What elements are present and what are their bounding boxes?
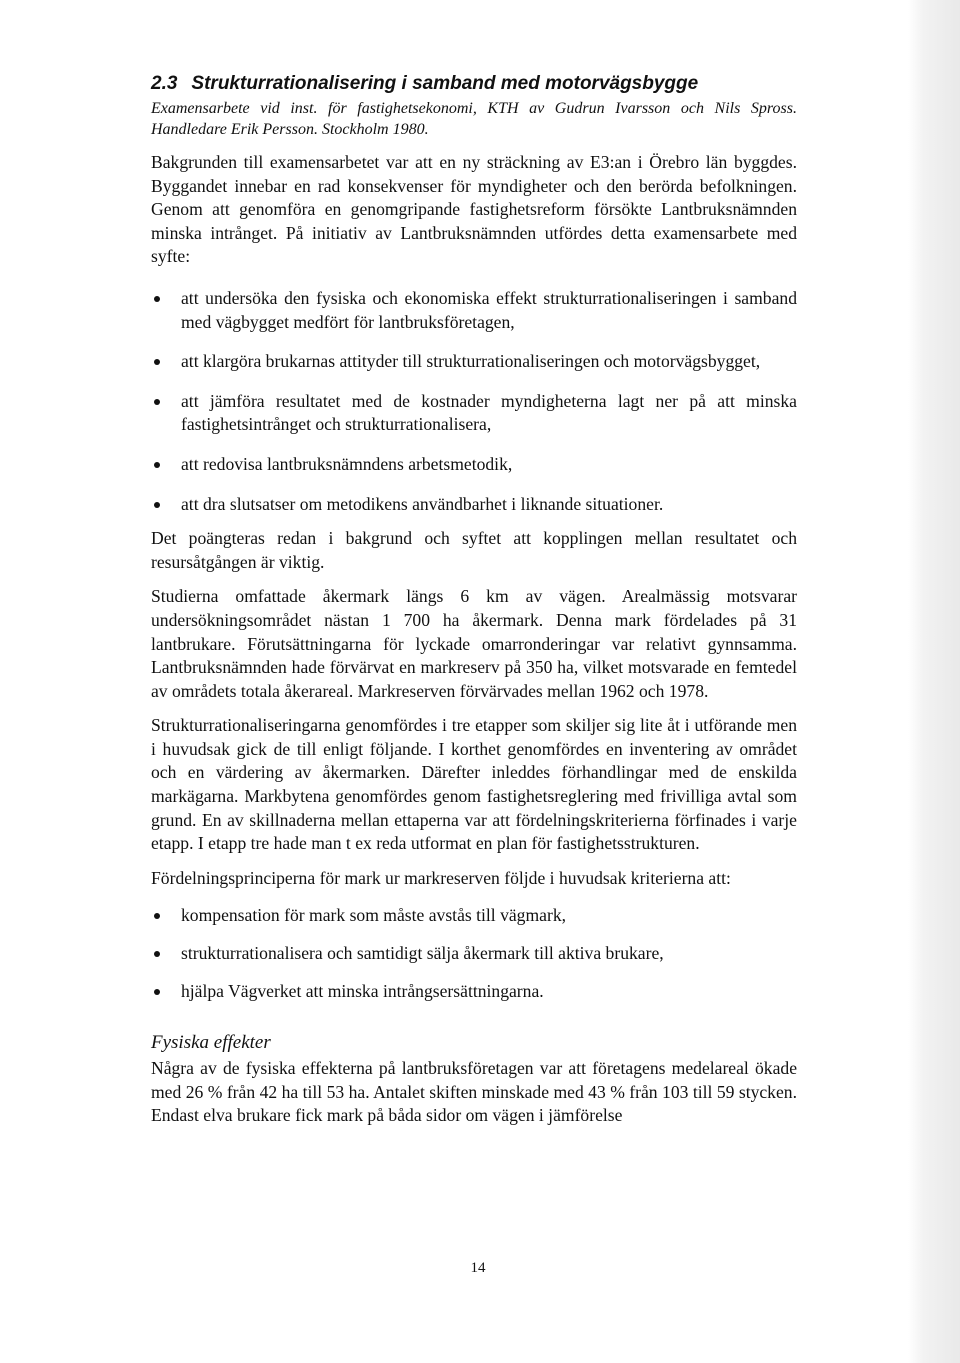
paragraph-study-area: Studierna omfattade åkermark längs 6 km av vägen. Arealmässig motsvarar undersökningsområdet nästan 1 700 ha åkermark. Denna mark fördelades på 31 lantbrukare. Förutsättningarna för lyckade omarronderingar var relativt gynnsamma. Lantbruksnämnden hade förvärvat en markreserv på 350 ha, vilket motsvarade en femtedel av områdets totala åkerareal. Markreserven förvärvades mellan 1962 och 1978.	[151, 586, 797, 701]
bullet-icon	[154, 913, 160, 919]
list-item	[151, 904, 797, 928]
list-item	[151, 390, 797, 437]
source-reference: Examensarbete vid inst. för fastighetsekonomi, KTH av Gudrun Ivarsson och Nils Spross. Handledare Erik Persson. Stockholm 1980.	[151, 100, 797, 138]
scan-edge-shadow	[908, 0, 960, 1363]
subheading-physical-effects: Fysiska effekter	[151, 1032, 271, 1054]
bullet-icon	[154, 462, 160, 468]
list-item-text: hjälpa Vägverket att minska intrångsersättningarna.	[181, 980, 544, 1001]
list-item-text: att klargöra brukarnas attityder till strukturrationaliseringen och motorvägsbygget,	[181, 351, 761, 372]
bullet-icon	[154, 502, 160, 508]
section-heading	[151, 72, 797, 96]
list-item	[151, 350, 797, 374]
bullet-icon	[154, 296, 160, 302]
page-content	[151, 72, 797, 1128]
bullet-icon	[154, 399, 160, 405]
aims-list	[151, 287, 797, 516]
bullet-icon	[154, 359, 160, 365]
list-item	[151, 493, 797, 517]
paragraph-stages: Strukturrationaliseringarna genomfördes i tre etapper som skiljer sig lite åt i utförande men i huvudsak gick de till enligt följande. I korthet genomfördes en inventering av området och en värdering av åkermarken. Därefter inleddes förhandlingar med de enskilda markägarna. Markbytena genomfördes genom fastighetsreglering med frivilliga avtal som grund. En av skillnaderna mellan ettaperna var att fördelningskriterierna förfinades i varje etapp. I etapp tre hade man t ex reda utformat en plan för fastighetsstrukturen.	[151, 715, 797, 854]
list-item-text: strukturrationalisera och samtidigt sälja åkermark till aktiva brukare,	[181, 943, 664, 964]
paragraph-physical-effects: Några av de fysiska effekterna på lantbruksföretagen var att företagens medelareal ökade med 26 % från 42 ha till 53 ha. Antalet skiften minskade med 43 % från 103 till 59 stycken. Endast elva brukare fick mark på båda sidor om vägen i jämförelse	[151, 1058, 797, 1126]
list-item	[151, 980, 797, 1004]
paragraph-background: Bakgrunden till examensarbetet var att en ny sträckning av E3:an i Örebro län byggdes. Byggandet innebar en rad konsekvenser för myndigheter och den berörda befolkningen. Genom att genomföra en genomgripande fastighetsreform försökte Lantbruksnämnden minska intrånget. På initiativ av Lantbruksnämnden utfördes detta examensarbete med syfte:	[151, 152, 797, 267]
list-item	[151, 942, 797, 966]
paragraph-emphasis: Det poängteras redan i bakgrund och syftet att kopplingen mellan resultatet och resursåtgången är viktig.	[151, 528, 797, 572]
list-item-text: kompensation för mark som måste avstås till vägmark,	[181, 905, 567, 926]
list-item	[151, 287, 797, 334]
list-item-text: att redovisa lantbruksnämndens arbetsmetodik,	[181, 453, 513, 474]
list-item-text: att dra slutsatser om metodikens användbarhet i liknande situationer.	[181, 493, 664, 514]
list-item-text: att undersöka den fysiska och ekonomiska effekt strukturrationaliseringen i samband med vägbygget medfört för lantbruksföretagen,	[181, 287, 797, 332]
bullet-icon	[154, 989, 160, 995]
section-number: 2.3	[151, 73, 178, 94]
bullet-icon	[154, 951, 160, 957]
list-item	[151, 453, 797, 477]
criteria-list	[151, 904, 797, 1003]
list-item-text: att jämföra resultatet med de kostnader myndigheterna lagt ner på att minska fastighetsintrånget och strukturrationalisera,	[181, 390, 797, 435]
page-number: 14	[470, 1260, 486, 1276]
section-title: Strukturrationalisering i samband med motorvägsbygge	[191, 73, 699, 94]
paragraph-principles: Fördelningsprinciperna för mark ur markreserven följde i huvudsak kriterierna att:	[151, 867, 731, 888]
